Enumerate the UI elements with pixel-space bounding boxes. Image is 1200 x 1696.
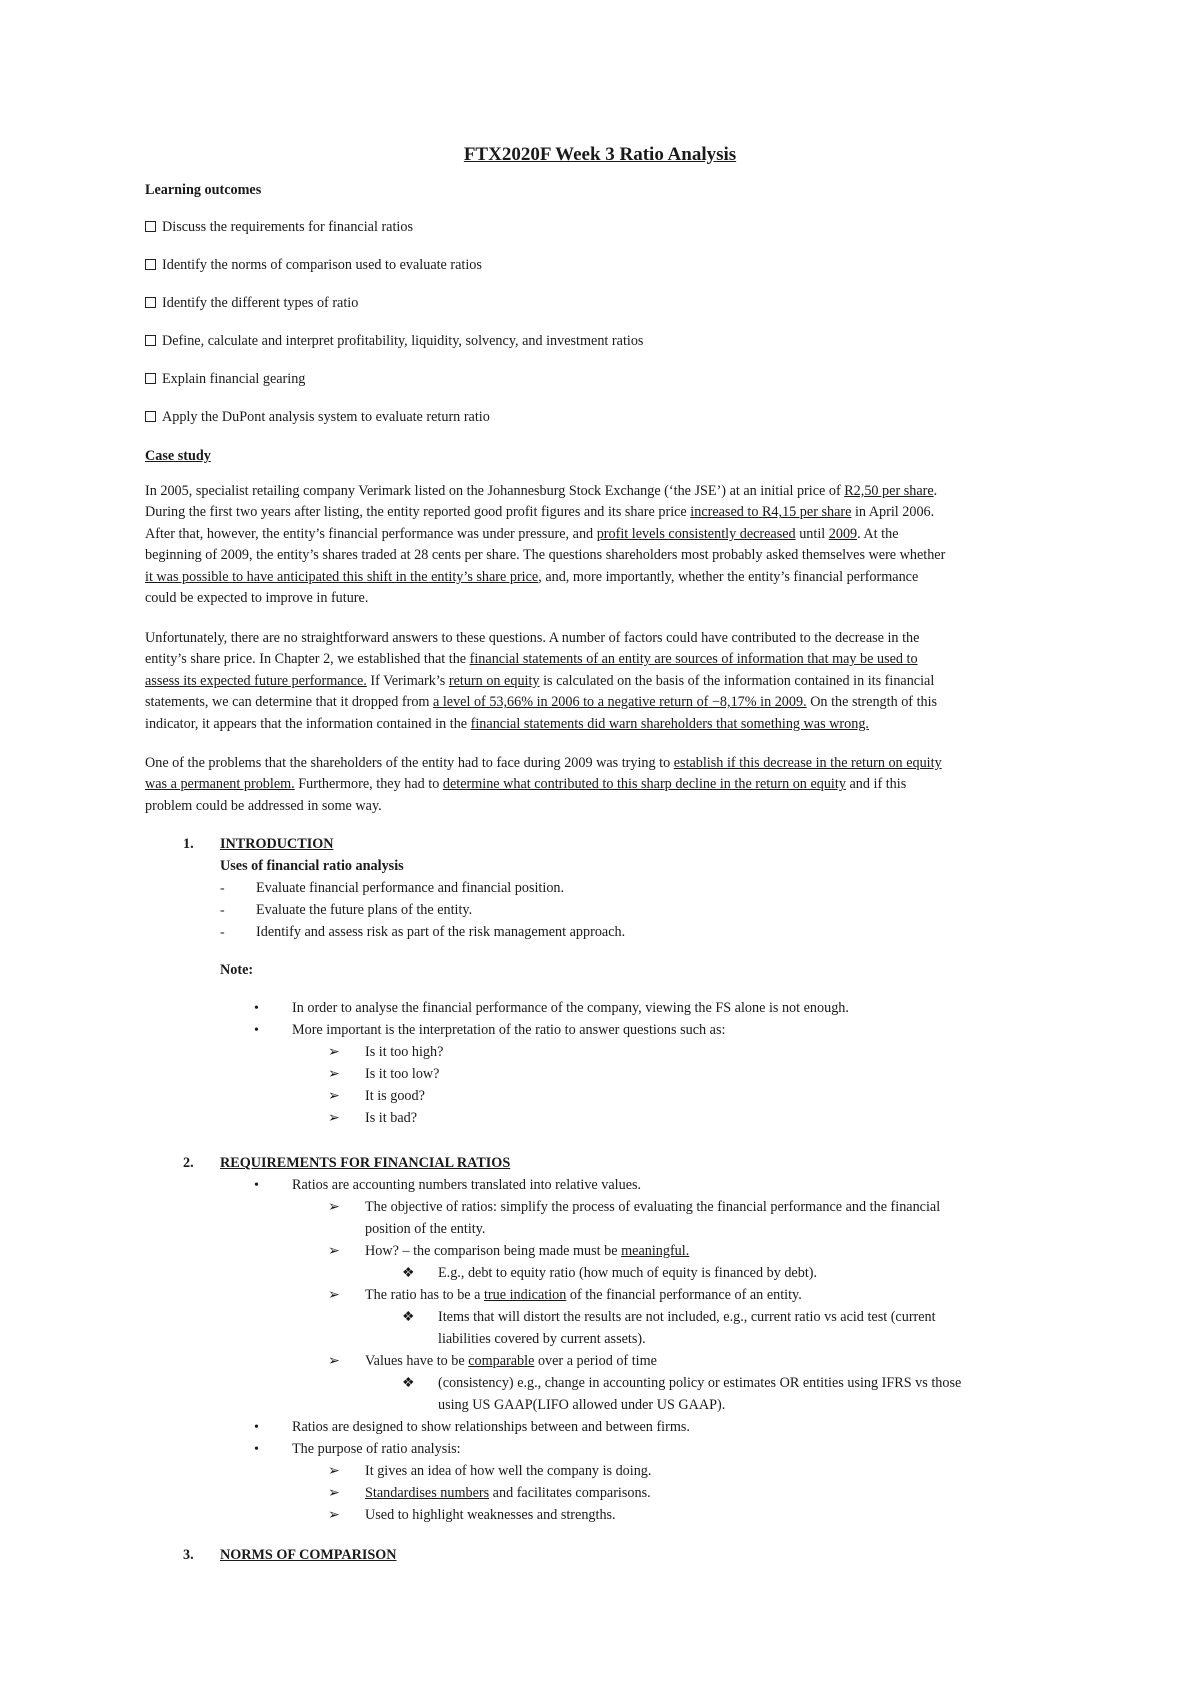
list-item: Is it bad?: [365, 1110, 418, 1126]
case-study-paragraph-3: One of the problems that the shareholders of the entity had to face during 2009 was trying to establish if this decrease in the return on equity was a permanent problem. Furthermore, they had to determine what contributed to this sharp decline in the return on equity and if this problem could be addressed in some way.: [145, 755, 942, 814]
arrow-icon: ➢: [328, 1288, 340, 1303]
section-number: 1.: [183, 836, 194, 852]
list-item: The ratio has to be a true indication of the financial performance of an entity.: [365, 1287, 802, 1303]
learning-outcome-item: Discuss the requirements for financial ratios: [145, 217, 413, 239]
bullet-icon: •: [254, 1001, 259, 1016]
list-item: It is good?: [365, 1088, 425, 1104]
arrow-icon: ➢: [328, 1045, 340, 1060]
checkbox-icon: [145, 411, 156, 422]
list-item: Is it too high?: [365, 1044, 444, 1060]
dash-marker: -: [220, 881, 225, 896]
list-item: (consistency) e.g., change in accounting policy or estimates OR entities using IFRS vs those: [438, 1375, 962, 1391]
section-heading-introduction: INTRODUCTION: [220, 836, 334, 852]
arrow-icon: ➢: [328, 1244, 340, 1259]
section-heading-requirements: REQUIREMENTS FOR FINANCIAL RATIOS: [220, 1155, 511, 1171]
checkbox-icon: [145, 373, 156, 384]
list-item: Is it too low?: [365, 1066, 440, 1082]
list-item: In order to analyse the financial performance of the company, viewing the FS alone is not enough.: [292, 1000, 849, 1016]
learning-outcome-item: Define, calculate and interpret profitability, liquidity, solvency, and investment ratios: [145, 331, 643, 353]
section-number: 3.: [183, 1547, 194, 1563]
diamond-icon: ❖: [402, 1310, 415, 1325]
case-study-heading: Case study: [145, 448, 211, 464]
diamond-icon: ❖: [402, 1376, 415, 1391]
arrow-icon: ➢: [328, 1508, 340, 1523]
list-item: Evaluate financial performance and financial position.: [256, 880, 565, 896]
document-title: FTX2020F Week 3 Ratio Analysis: [463, 144, 737, 165]
learning-outcome-item: Explain financial gearing: [145, 369, 305, 391]
list-item: Used to highlight weaknesses and strengths.: [365, 1507, 616, 1523]
arrow-icon: ➢: [328, 1089, 340, 1104]
learning-outcomes-heading: Learning outcomes: [145, 182, 262, 198]
list-item-continuation: position of the entity.: [365, 1221, 486, 1237]
list-item-continuation: using US GAAP(LIFO allowed under US GAAP).: [438, 1397, 726, 1413]
arrow-icon: ➢: [328, 1486, 340, 1501]
checkbox-icon: [145, 221, 156, 232]
arrow-icon: ➢: [328, 1067, 340, 1082]
learning-outcome-item: Apply the DuPont analysis system to evaluate return ratio: [145, 407, 490, 429]
bullet-icon: •: [254, 1442, 259, 1457]
learning-outcome-item: Identify the norms of comparison used to evaluate ratios: [145, 255, 482, 277]
arrow-icon: ➢: [328, 1111, 340, 1126]
arrow-icon: ➢: [328, 1464, 340, 1479]
bullet-icon: •: [254, 1023, 259, 1038]
section-number: 2.: [183, 1155, 194, 1171]
list-item: More important is the interpretation of the ratio to answer questions such as:: [292, 1022, 726, 1038]
list-item: Evaluate the future plans of the entity.: [256, 902, 473, 918]
list-item-continuation: liabilities covered by current assets).: [438, 1331, 646, 1347]
list-item: The purpose of ratio analysis:: [292, 1441, 461, 1457]
dash-marker: -: [220, 903, 225, 918]
diamond-icon: ❖: [402, 1266, 415, 1281]
note-label: Note:: [220, 962, 254, 978]
section-heading-norms: NORMS OF COMPARISON: [220, 1547, 397, 1563]
bullet-icon: •: [254, 1178, 259, 1193]
list-item: Ratios are accounting numbers translated into relative values.: [292, 1177, 642, 1193]
bullet-icon: •: [254, 1420, 259, 1435]
arrow-icon: ➢: [328, 1354, 340, 1369]
list-item: Items that will distort the results are not included, e.g., current ratio vs acid test (current: [438, 1309, 936, 1325]
list-item: E.g., debt to equity ratio (how much of equity is financed by debt).: [438, 1265, 818, 1281]
list-item: Identify and assess risk as part of the risk management approach.: [256, 924, 626, 940]
list-item: The objective of ratios: simplify the process of evaluating the financial performance and the financial: [365, 1199, 941, 1215]
list-item: How? – the comparison being made must be meaningful.: [365, 1243, 690, 1259]
learning-outcome-item: Identify the different types of ratio: [145, 293, 358, 315]
checkbox-icon: [145, 335, 156, 346]
checkbox-icon: [145, 259, 156, 270]
case-study-paragraph-2: Unfortunately, there are no straightforward answers to these questions. A number of factors could have contributed to the decrease in the entity’s share price. In Chapter 2, we established that the financial statements of an entity are sources of information that may be used to assess its expected future performance. If Verimark’s return on equity is calculated on the basis of the information contained in its financial statements, we can determine that it dropped from a level of 53,66% in 2006 to a negative return of −8,17% in 2009. On the strength of this indicator, it appears that the information contained in the financial statements did warn shareholders that something was wrong.: [145, 630, 938, 732]
case-study-paragraph-1: In 2005, specialist retailing company Verimark listed on the Johannesburg Stock Exchange (‘the JSE’) at an initial price of R2,50 per share. During the first two years after listing, the entity reported good profit figures and its share price increased to R4,15 per share in April 2006. After that, however, the entity’s financial performance was under pressure, and profit levels consistently decreased until 2009. At the beginning of 2009, the entity’s shares traded at 28 cents per share. The questions shareholders most probably asked themselves were whether it was possible to have anticipated this shift in the entity’s share price, and, more importantly, whether the entity’s financial performance could be expected to improve in future.: [145, 483, 946, 607]
list-item: Values have to be comparable over a period of time: [365, 1353, 657, 1369]
subheading-uses: Uses of financial ratio analysis: [220, 858, 404, 874]
list-item: Ratios are designed to show relationships between and between firms.: [292, 1419, 690, 1435]
dash-marker: -: [220, 925, 225, 940]
list-item: It gives an idea of how well the company is doing.: [365, 1463, 652, 1479]
arrow-icon: ➢: [328, 1200, 340, 1215]
checkbox-icon: [145, 297, 156, 308]
list-item: Standardises numbers and facilitates comparisons.: [365, 1485, 651, 1501]
